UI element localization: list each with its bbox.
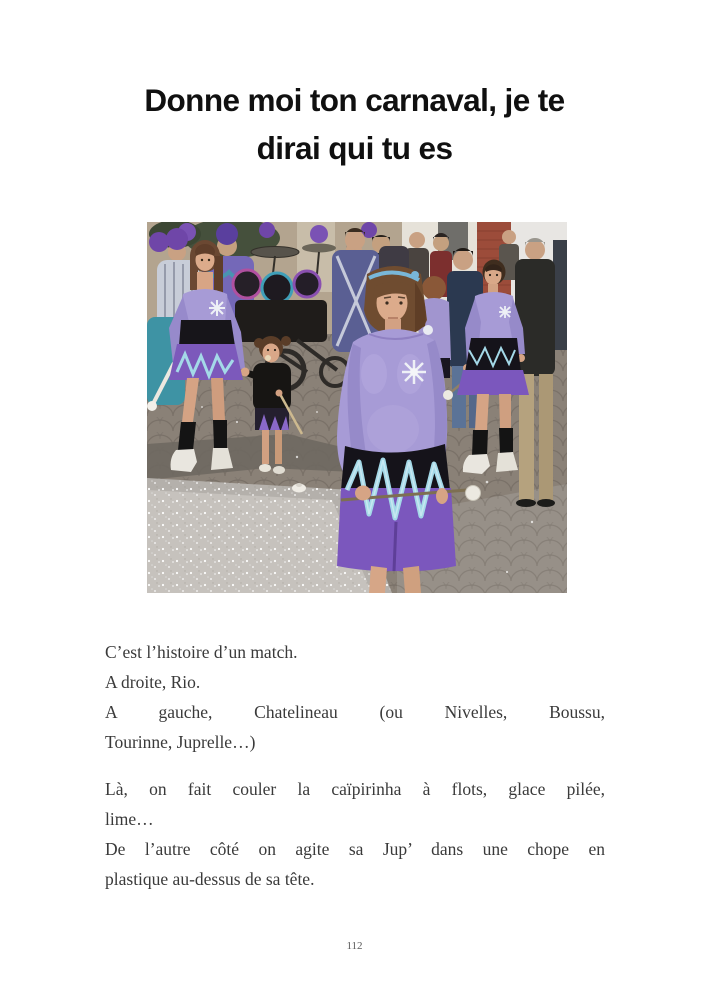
page-title-line1: Donne moi ton carnaval, je te	[144, 82, 565, 118]
body-line: Tourinne, Juprelle…)	[105, 732, 256, 752]
body-line: plastique au-dessus de sa tête.	[105, 869, 315, 889]
body-line: Là, on fait couler la caïpirinha à flots, glace pilée,	[105, 779, 605, 799]
body-text	[105, 637, 605, 894]
body-line: A gauche, Chatelineau (ou Nivelles, Boussu,	[105, 702, 605, 722]
body-line: lime…	[105, 809, 154, 829]
carnival-photo-illustration	[147, 222, 567, 593]
paragraph-2	[105, 774, 605, 894]
snowflake-brooch	[402, 360, 426, 384]
page-title	[0, 76, 709, 172]
body-line: De l’autre côté on agite sa Jup’ dans une chope en	[105, 839, 605, 859]
carnival-photo	[147, 222, 567, 593]
body-line: A droite, Rio.	[105, 672, 201, 692]
body-line: C’est l’histoire d’un match.	[105, 642, 298, 662]
page-number: 112	[346, 940, 363, 952]
paragraph-1	[105, 637, 605, 757]
page-title-line2: dirai qui tu es	[256, 130, 453, 166]
